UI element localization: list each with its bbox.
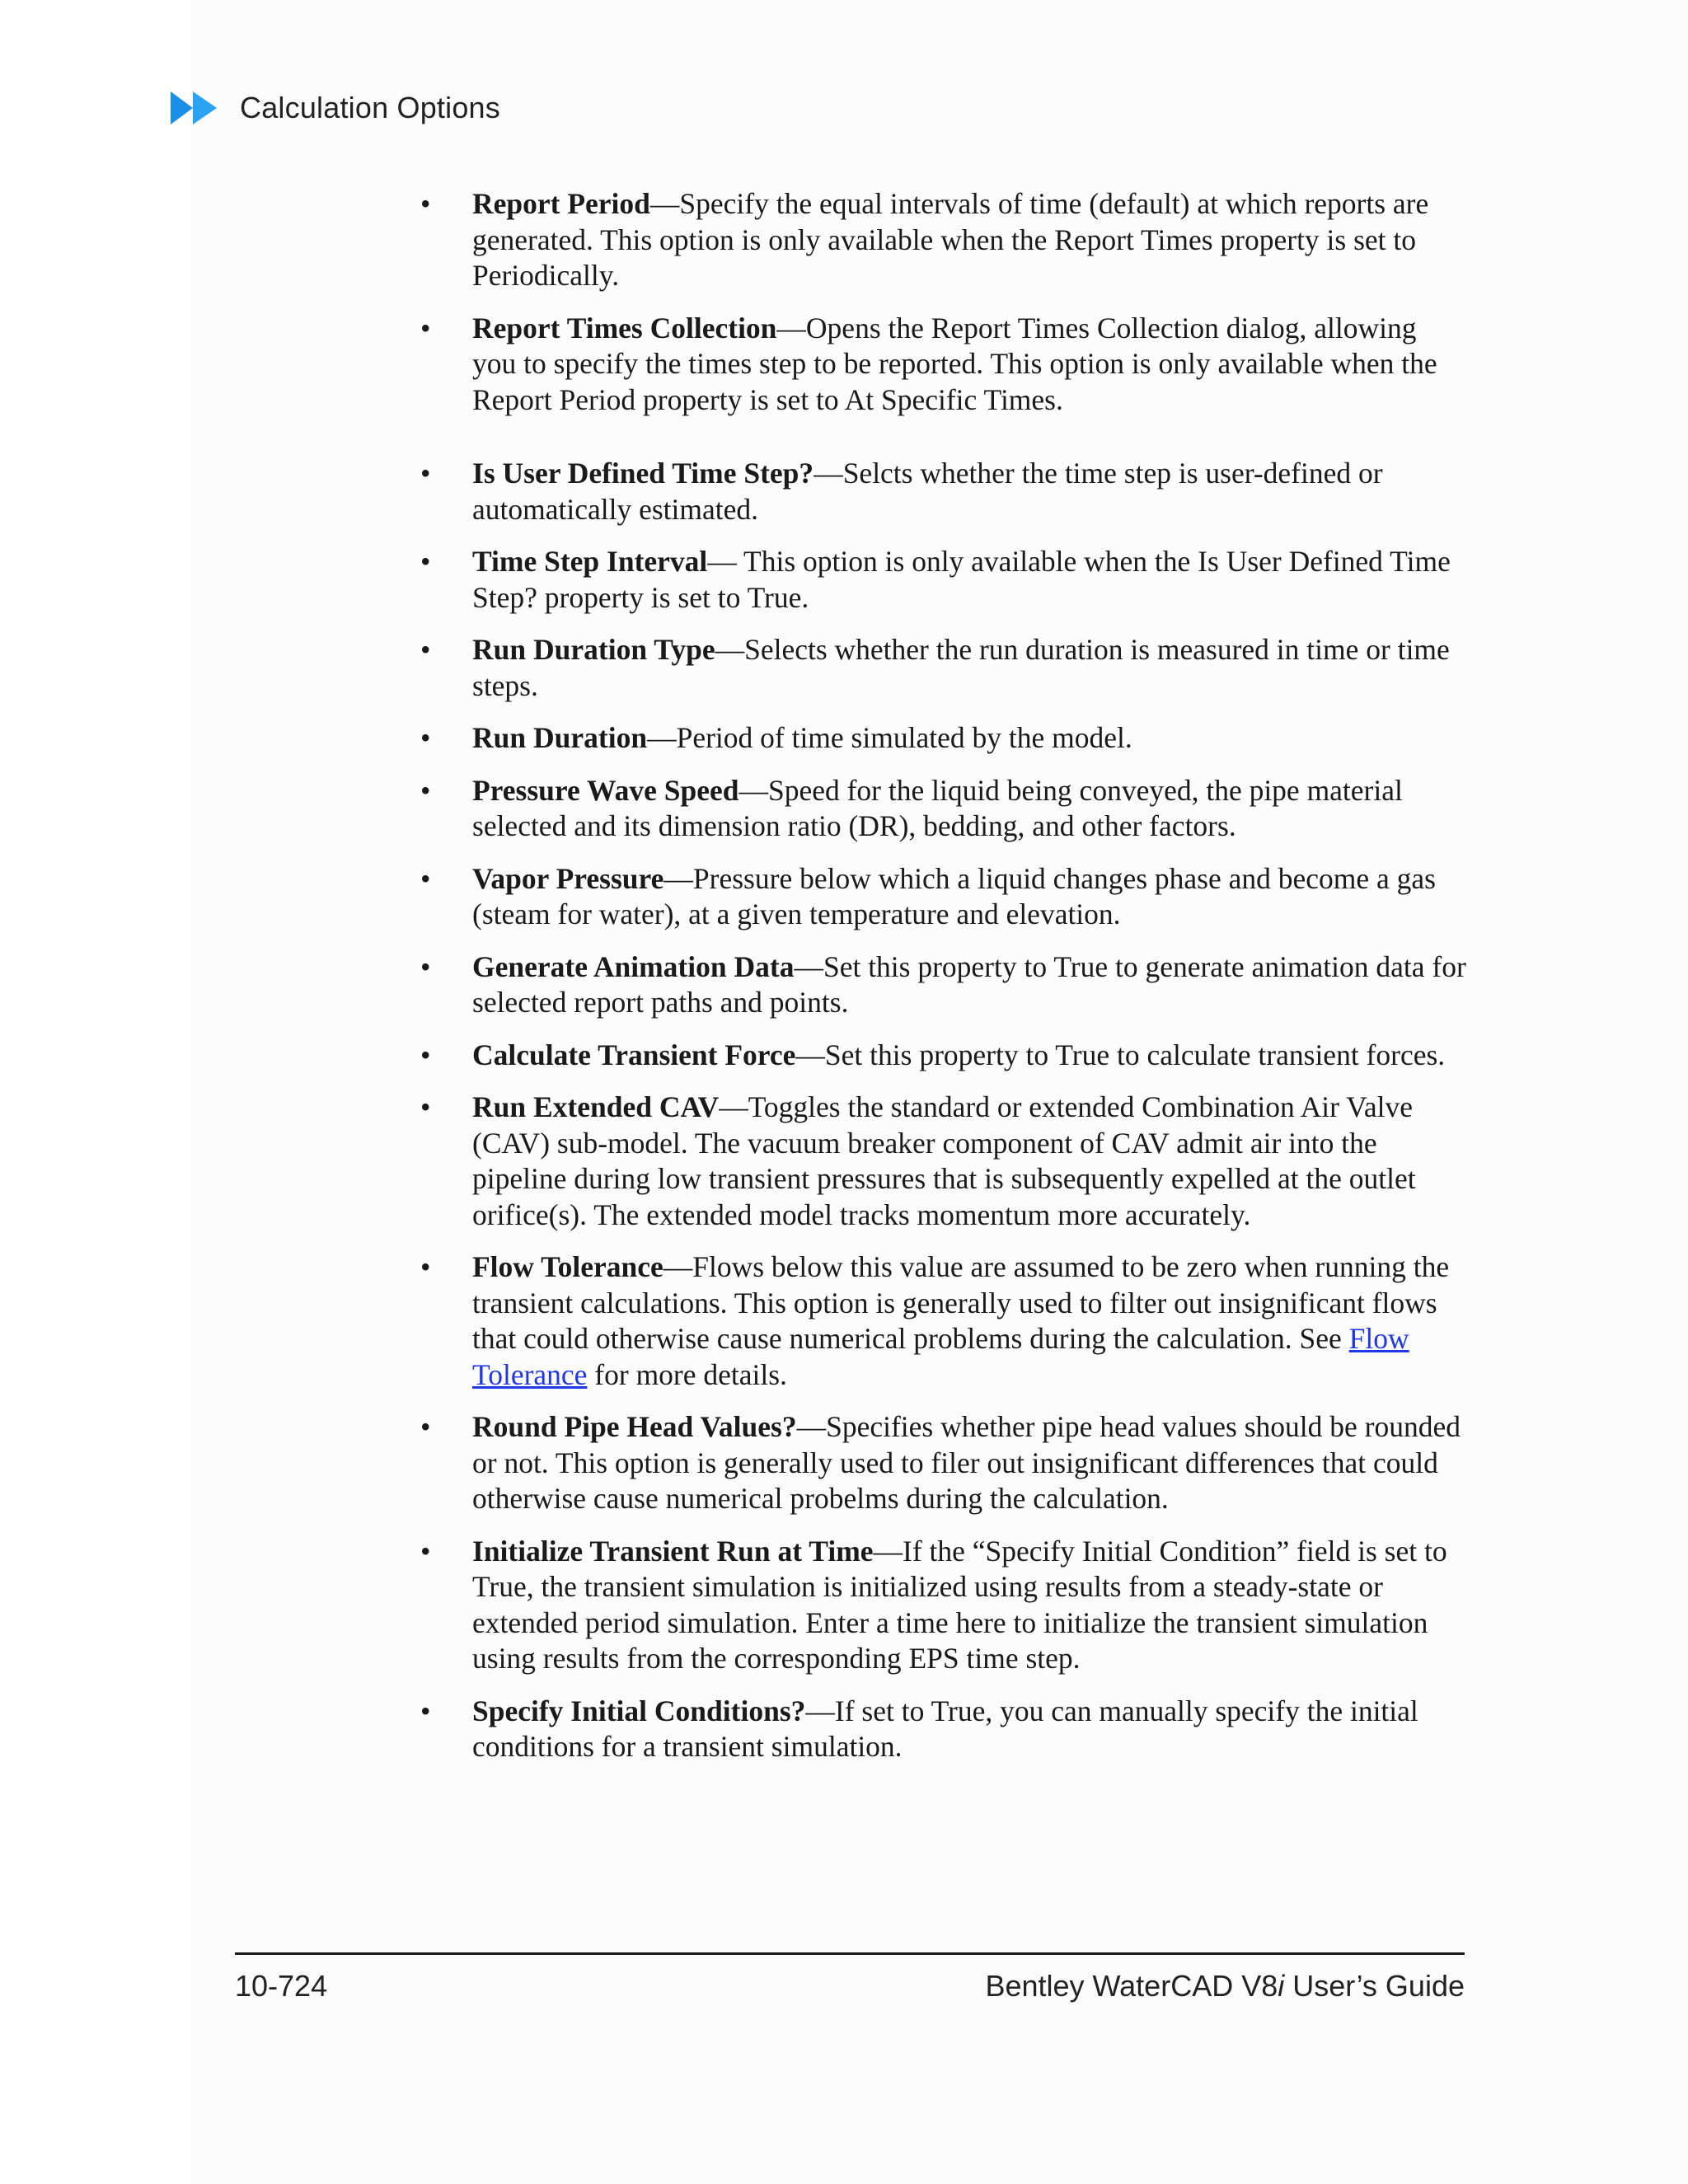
page-header xyxy=(171,87,500,129)
list-item xyxy=(420,632,1467,704)
option-description: —Set this property to True to generate animation data for selected report paths and points. xyxy=(472,949,1466,1019)
list-item xyxy=(420,773,1467,845)
page-number: 10-724 xyxy=(235,1969,328,2003)
option-description: —Pressure below which a liquid changes phase and become a gas (steam for water), at a given temperature and elevation. xyxy=(472,861,1436,930)
option-term: Report Times Collection xyxy=(472,311,777,344)
option-description: —Period of time simulated by the model. xyxy=(647,721,1132,754)
bullet: • xyxy=(420,1038,431,1071)
option-description: —Set this property to True to calculate transient forces. xyxy=(795,1038,1446,1071)
option-description: —Specifies whether pipe head values should be rounded or not. This option is generally used to filer out insignificant differences that could otherwise cause numerical probelms during the calculation. xyxy=(472,1410,1461,1515)
list-item xyxy=(420,1090,1467,1233)
list-item xyxy=(420,1409,1467,1517)
bullet: • xyxy=(420,721,431,754)
option-term: Run Duration Type xyxy=(472,633,715,666)
list-item xyxy=(420,1038,1467,1074)
option-term: Pressure Wave Speed xyxy=(472,773,739,807)
option-description: —Selects whether the run duration is measured in time or time steps. xyxy=(472,633,1450,702)
bullet: • xyxy=(420,311,431,344)
bullet: • xyxy=(420,1694,431,1727)
list-item xyxy=(420,861,1467,933)
option-term: Specify Initial Conditions? xyxy=(472,1694,806,1727)
option-term: Is User Defined Time Step? xyxy=(472,457,814,490)
option-term: Run Extended CAV xyxy=(472,1090,720,1123)
option-description: —Opens the Report Times Collection dialog, allowing you to specify the times step to be reported. This option is only available when the Report Period property is set to At Specific Times. xyxy=(472,311,1437,416)
bullet: • xyxy=(420,1090,431,1123)
option-description: — This option is only available when the Is User Defined Time Step? property is set to True. xyxy=(472,545,1451,614)
option-term: Vapor Pressure xyxy=(472,861,664,895)
bullet: • xyxy=(420,187,431,220)
option-description-after: for more details. xyxy=(587,1357,787,1391)
option-term: Time Step Interval xyxy=(472,545,708,578)
bullet: • xyxy=(420,773,431,807)
bullet: • xyxy=(420,861,431,895)
list-item xyxy=(420,1694,1467,1765)
list-item xyxy=(420,456,1467,527)
option-description: —Flows below this value are assumed to be zero when running the transient calculations. This option is generally used to filter out insignificant flows that could otherwise cause numerical problems during the calculation. See xyxy=(472,1250,1450,1355)
list-item xyxy=(420,544,1467,616)
options-list xyxy=(420,186,1467,1765)
bullet: • xyxy=(420,545,431,578)
options-content xyxy=(420,186,1467,1782)
flow-tolerance-link[interactable]: Flow Tolerance xyxy=(472,1322,1409,1391)
option-description: —Selcts whether the time step is user-defined or automatically estimated. xyxy=(472,457,1383,526)
bullet: • xyxy=(420,1410,431,1443)
option-description: —Speed for the liquid being conveyed, the pipe material selected and its dimension ratio (DR), bedding, and other factors. xyxy=(472,773,1403,842)
list-item xyxy=(420,949,1467,1021)
list-item xyxy=(420,311,1467,419)
option-term: Initialize Transient Run at Time xyxy=(472,1534,874,1568)
option-term: Run Duration xyxy=(472,721,648,754)
option-description: —Toggles the standard or extended Combination Air Valve (CAV) sub-model. The vacuum breaker component of CAV admit air into the pipeline during low transient pressures that is subsequently expelled at the outlet orifice(s). The extended model tracks momentum more accurately. xyxy=(472,1090,1416,1231)
guide-title-prefix: Bentley WaterCAD V8 xyxy=(985,1969,1278,2003)
option-description: —If the “Specify Initial Condition” field is set to True, the transient simulation is initialized using results from a steady-state or extended period simulation. Enter a time here to initialize the transient simulation using results from the corresponding EPS time step. xyxy=(472,1534,1447,1675)
option-term: Calculate Transient Force xyxy=(472,1038,796,1071)
section-title: Calculation Options xyxy=(240,91,500,124)
list-item xyxy=(420,720,1467,757)
double-chevron-right-icon xyxy=(171,90,223,126)
option-term: Report Period xyxy=(472,187,650,220)
footer-divider xyxy=(235,1952,1465,1955)
guide-title xyxy=(985,1969,1465,2004)
option-description: —Specify the equal intervals of time (default) at which reports are generated. This option is only available when the Report Times property is set to Periodically. xyxy=(472,187,1429,292)
guide-title-suffix: User’s Guide xyxy=(1284,1969,1465,2003)
option-term: Flow Tolerance xyxy=(472,1250,663,1283)
option-term: Generate Animation Data xyxy=(472,949,795,983)
list-item xyxy=(420,1534,1467,1677)
option-description: —If set to True, you can manually specify the initial conditions for a transient simulation. xyxy=(472,1694,1418,1763)
bullet: • xyxy=(420,633,431,666)
bullet: • xyxy=(420,1534,431,1568)
list-item xyxy=(420,1249,1467,1393)
bullet: • xyxy=(420,1250,431,1283)
option-term: Round Pipe Head Values? xyxy=(472,1410,797,1443)
guide-title-italic: i xyxy=(1278,1969,1285,2003)
bullet: • xyxy=(420,949,431,983)
list-item xyxy=(420,186,1467,294)
bullet: • xyxy=(420,457,431,490)
